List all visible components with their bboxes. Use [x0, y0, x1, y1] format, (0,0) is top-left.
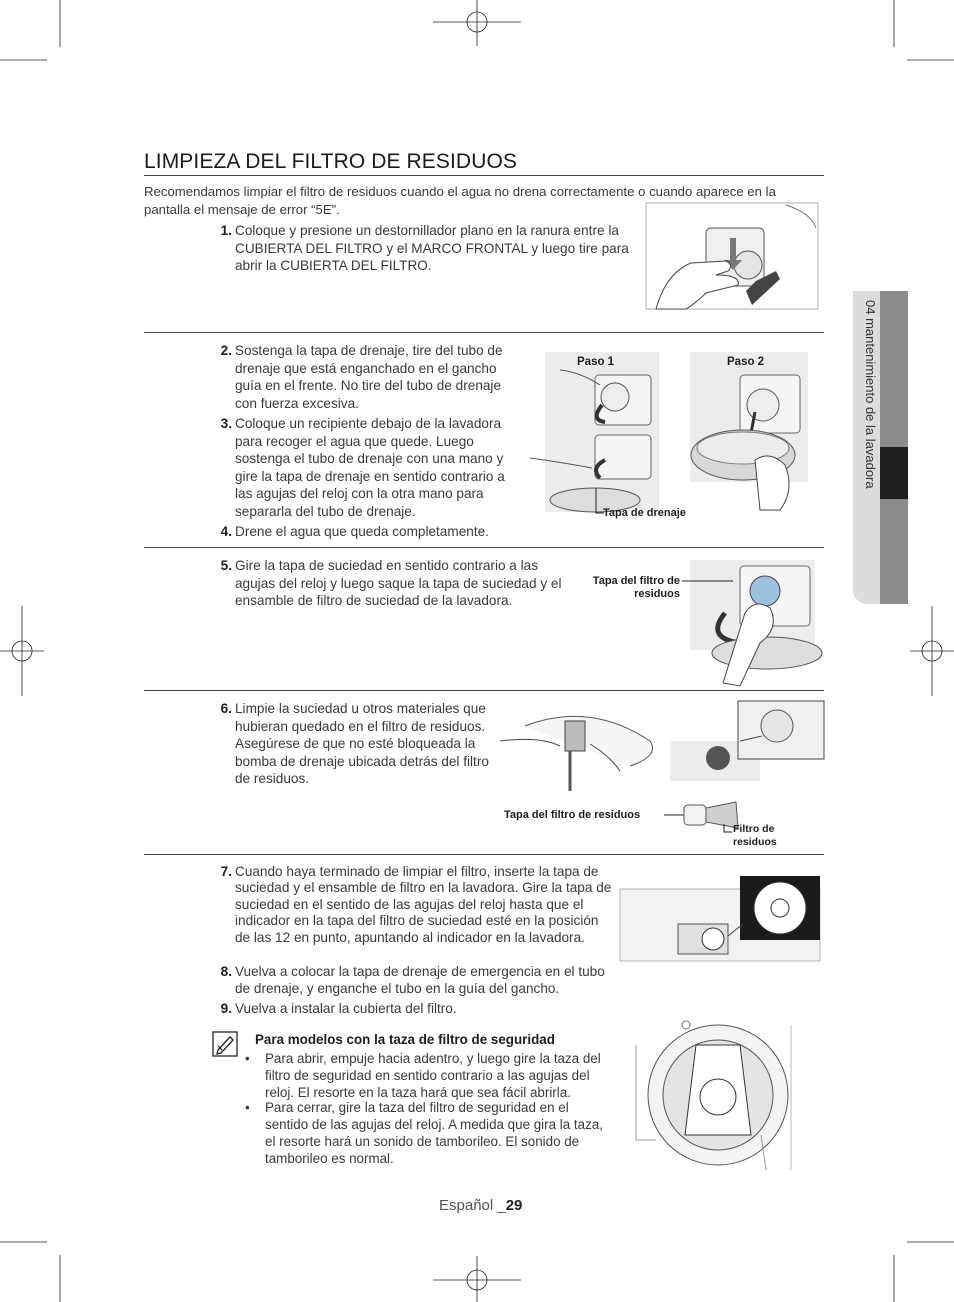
step-text: Sostenga la tapa de drenaje, tire del tubo de drenaje que está enganchado en el gancho guía en el frente. No tire del tubo de drenaje con fuerza excesiva. — [235, 343, 503, 411]
title-rule — [144, 175, 824, 176]
note-bullet — [245, 1050, 615, 1100]
step-1 — [212, 222, 642, 282]
step-number: 1. — [220, 223, 232, 238]
step-text: Limpie la suciedad u otros materiales que hubieran quedado en el filtro de residuos. Asegúrese de que no esté bloqueada la bomba de drenaje ubicada detrás del filtro de residuos. — [235, 701, 489, 787]
note-bullet — [245, 1099, 615, 1167]
section-rule — [144, 547, 824, 548]
illustration-debris-filter-removal — [685, 558, 820, 688]
step-number: 6. — [220, 701, 232, 716]
step-text: Drene el agua que queda completamente. — [235, 524, 489, 539]
footer-language: Español _ — [439, 1197, 506, 1214]
label-paso-2: Paso 2 — [727, 356, 765, 368]
intro-text: Recomendamos limpiar el filtro de residuos cuando el agua no drena correctamente o cuando aparece en la pantalla el mensaje de error “5E”. — [144, 184, 776, 217]
step-text: Vuelva a instalar la cubierta del filtro. — [235, 1001, 457, 1016]
bullet-dot: • — [245, 1100, 250, 1115]
step-number: 5. — [220, 558, 232, 573]
step-text: Vuelva a colocar la tapa de drenaje de emergencia en el tubo de drenaje, y enganche el tubo en la guía del gancho. — [235, 964, 605, 996]
label-filtro-residuos: Filtro de residuos — [733, 823, 777, 848]
note-icon — [212, 1031, 238, 1057]
bullet-text: Para cerrar, gire la taza del filtro de seguridad en el sentido de las agujas del reloj. A medida que gira la taza, el resorte hará un sonido de tamborileo. El sonido de tamborileo es normal. — [265, 1100, 603, 1166]
illustration-safety-filter-cup — [636, 1015, 801, 1170]
section-rule — [144, 854, 824, 855]
illustration-drain-cap — [530, 350, 810, 515]
step-2 — [212, 342, 522, 414]
step-3 — [212, 415, 522, 521]
illustration-reinsert-filter — [618, 874, 823, 964]
step-number: 3. — [220, 416, 232, 431]
label-tapa-filtro-6: Tapa del filtro de residuos — [504, 809, 641, 821]
page-number: 29 — [505, 1197, 523, 1214]
step-text: Coloque y presione un destornillador plano en la ranura entre la CUBIERTA DEL FILTRO y el MARCO FRONTAL y luego tire para abrir la CUBIERTA DEL FILTRO. — [235, 223, 629, 274]
step-5 — [212, 557, 562, 611]
section-rule — [144, 690, 824, 691]
section-rule — [144, 332, 824, 333]
step-number: 7. — [220, 864, 232, 879]
page-footer — [439, 1197, 522, 1214]
step-9 — [212, 1000, 612, 1018]
page-title: LIMPIEZA DEL FILTRO DE RESIDUOS — [144, 150, 518, 173]
bullet-text: Para abrir, empuje hacia adentro, y luego gire la taza del filtro de seguridad en sentido contrario a las agujas del reloj. El resorte en la taza hará que sea fácil abrirla. — [265, 1051, 601, 1100]
label-tapa-filtro-5: Tapa del filtro de residuos — [592, 575, 680, 600]
step-7 — [212, 864, 612, 970]
step-number: 9. — [220, 1001, 232, 1016]
side-tab-label: 04 mantenimiento de la lavadora — [863, 300, 878, 489]
side-tab-marker — [880, 447, 908, 499]
illustration-filter-cover — [646, 203, 818, 309]
illustration-cleaning-filter — [500, 696, 830, 796]
label-paso-1: Paso 1 — [577, 356, 615, 368]
step-number: 2. — [220, 343, 232, 358]
note-title: Para modelos con la taza de filtro de seguridad — [255, 1032, 555, 1047]
step-4 — [212, 523, 522, 541]
step-8 — [212, 963, 612, 999]
step-number: 4. — [220, 524, 232, 539]
step-6 — [212, 700, 497, 790]
step-text: Coloque un recipiente debajo de la lavadora para recoger el agua que quede. Luego sostenga el tubo de drenaje con una mano y gire la tapa de drenaje en sentido contrario a las agujas del reloj con la otra mano para separarla del tubo de drenaje. — [235, 416, 505, 519]
bullet-dot: • — [245, 1051, 250, 1066]
step-number: 8. — [220, 964, 232, 979]
label-tapa-drenaje: Tapa de drenaje — [603, 507, 686, 519]
step-text: Gire la tapa de suciedad en sentido contrario a las agujas del reloj y luego saque la tapa de suciedad y el ensamble de filtro de suciedad de la lavadora. — [235, 558, 562, 609]
step-text: Cuando haya terminado de limpiar el filtro, inserte la tapa de suciedad y el ensamble de filtro en la lavadora. Gire la tapa de suciedad en el sentido de las agujas del reloj hasta que el indicador en la tapa del filtro de suciedad esté en la posición de las 12 en punto, apuntando al indicador en la lavadora. — [235, 864, 612, 945]
